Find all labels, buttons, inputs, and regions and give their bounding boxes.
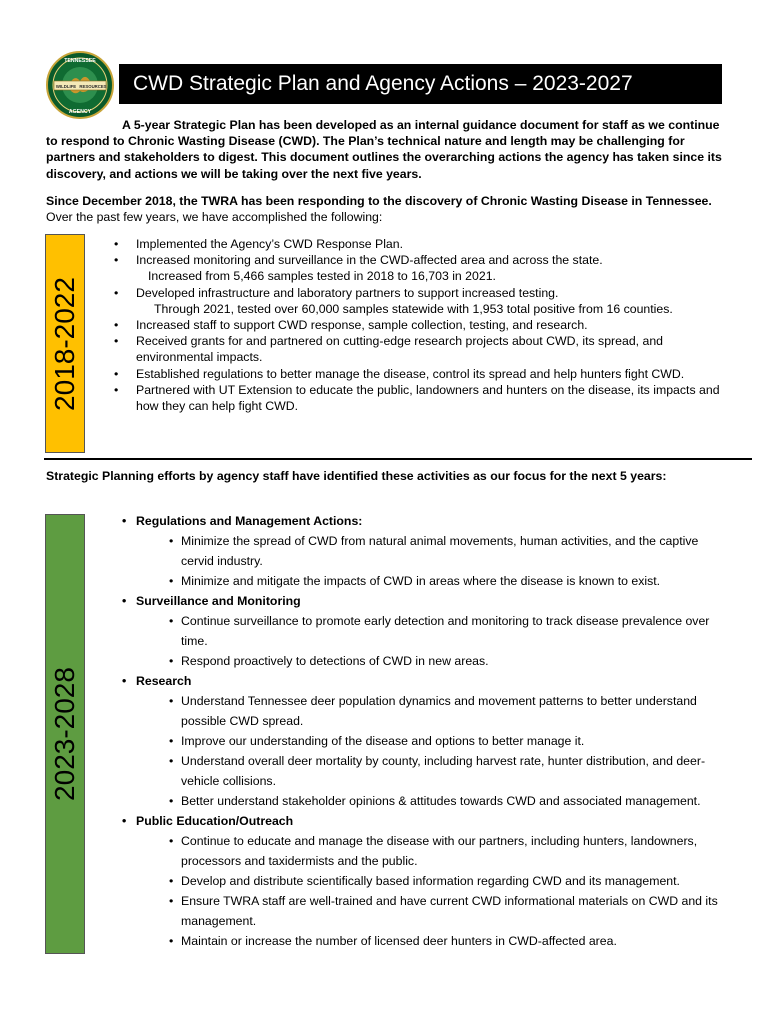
list-item-text: Partnered with UT Extension to educate the public, landowners and hunters on the disease, its impacts and how they can help fight CWD.	[136, 382, 720, 414]
intro-paragraph	[46, 117, 726, 182]
list-item-text: Developed infrastructure and laboratory partners to support increased testing.	[136, 285, 559, 300]
action-item: • Continue to educate and manage the disease with our partners, including hunters, landowners, processors and taxidermists and the public.	[122, 831, 732, 871]
accomplishments-list	[114, 236, 734, 414]
section-divider	[44, 458, 752, 460]
strategic-heading: Strategic Planning efforts by agency staff have identified these activities as our focus for the next 5 years:	[46, 469, 667, 483]
list-item	[114, 317, 734, 333]
list-item	[114, 382, 734, 414]
intro-text: A 5-year Strategic Plan has been developed as an internal guidance document for staff as we continue to respond to Chronic Wasting Disease (CWD). The Plan’s technical nature and length may be challenging for partners and stakeholders to digest. This document outlines the overarching actions the agency has taken since its discovery, and actions we will be taking over the next five years.	[46, 118, 722, 181]
action-item: • Respond proactively to detections of CWD in new areas.	[122, 651, 732, 671]
list-item-subtext: Increased from 5,466 samples tested in 2018 to 16,703 in 2021.	[148, 269, 496, 284]
list-item	[114, 252, 734, 284]
since-paragraph	[46, 193, 726, 225]
list-item	[114, 236, 734, 252]
list-item-text: Established regulations to better manage the disease, control its spread and help hunters fight CWD.	[136, 366, 685, 381]
category-heading: • Public Education/Outreach	[122, 811, 732, 831]
list-item	[114, 333, 734, 365]
list-item-text: Increased staff to support CWD response, sample collection, testing, and research.	[136, 318, 588, 333]
page-title: CWD Strategic Plan and Agency Actions – 2023-2027	[119, 64, 722, 104]
category-heading: • Research	[122, 671, 732, 691]
since-line-2: Over the past few years, we have accomplished the following:	[46, 210, 383, 224]
since-line-1: Since December 2018, the TWRA has been responding to the discovery of Chronic Wasting Disease in Tennessee.	[46, 194, 712, 208]
category-heading: • Regulations and Management Actions:	[122, 511, 732, 531]
twra-logo	[46, 51, 114, 119]
action-item: • Minimize and mitigate the impacts of CWD in areas where the disease is known to exist.	[122, 571, 732, 591]
strategic-plan-list	[122, 511, 732, 951]
logo-text-right: RESOURCES	[79, 83, 107, 89]
period-label-text: 2023-2028	[49, 667, 80, 801]
action-item: • Improve our understanding of the disease and options to better manage it.	[122, 731, 732, 751]
action-item: • Minimize the spread of CWD from natural animal movements, human activities, and the captive cervid industry.	[122, 531, 732, 571]
list-item-subtext: Through 2021, tested over 60,000 samples statewide with 1,953 total positive from 16 counties.	[154, 301, 673, 316]
period-label-2018-2022	[45, 234, 85, 453]
period-label-2023-2028	[45, 514, 85, 954]
action-item: • Develop and distribute scientifically based information regarding CWD and its management.	[122, 871, 732, 891]
list-item	[114, 366, 734, 382]
action-item: • Understand overall deer mortality by county, including harvest rate, hunter distribution, and deer-vehicle collisions.	[122, 751, 732, 791]
period-label-text: 2018-2022	[49, 276, 80, 411]
action-item: • Continue surveillance to promote early detection and monitoring to track disease prevalence over time.	[122, 611, 732, 651]
action-item: • Understand Tennessee deer population dynamics and movement patterns to better understand possible CWD spread.	[122, 691, 732, 731]
logo-text-top: TENNESSEE	[64, 58, 96, 64]
list-item	[114, 285, 734, 317]
logo-text-left: WILDLIFE	[55, 83, 77, 89]
action-item: • Maintain or increase the number of licensed deer hunters in CWD-affected area.	[122, 931, 732, 951]
action-item: • Ensure TWRA staff are well-trained and have current CWD informational materials on CWD and its management.	[122, 891, 732, 931]
category-heading: • Surveillance and Monitoring	[122, 591, 732, 611]
list-item-text: Increased monitoring and surveillance in the CWD-affected area and across the state.	[136, 253, 603, 268]
list-item-text: Implemented the Agency’s CWD Response Plan.	[136, 237, 404, 251]
logo-text-bottom: AGENCY	[68, 109, 92, 115]
action-item: • Better understand stakeholder opinions & attitudes towards CWD and associated management.	[122, 791, 732, 811]
list-item-text: Received grants for and partnered on cutting-edge research projects about CWD, its spread, and environmental impacts.	[136, 334, 664, 365]
